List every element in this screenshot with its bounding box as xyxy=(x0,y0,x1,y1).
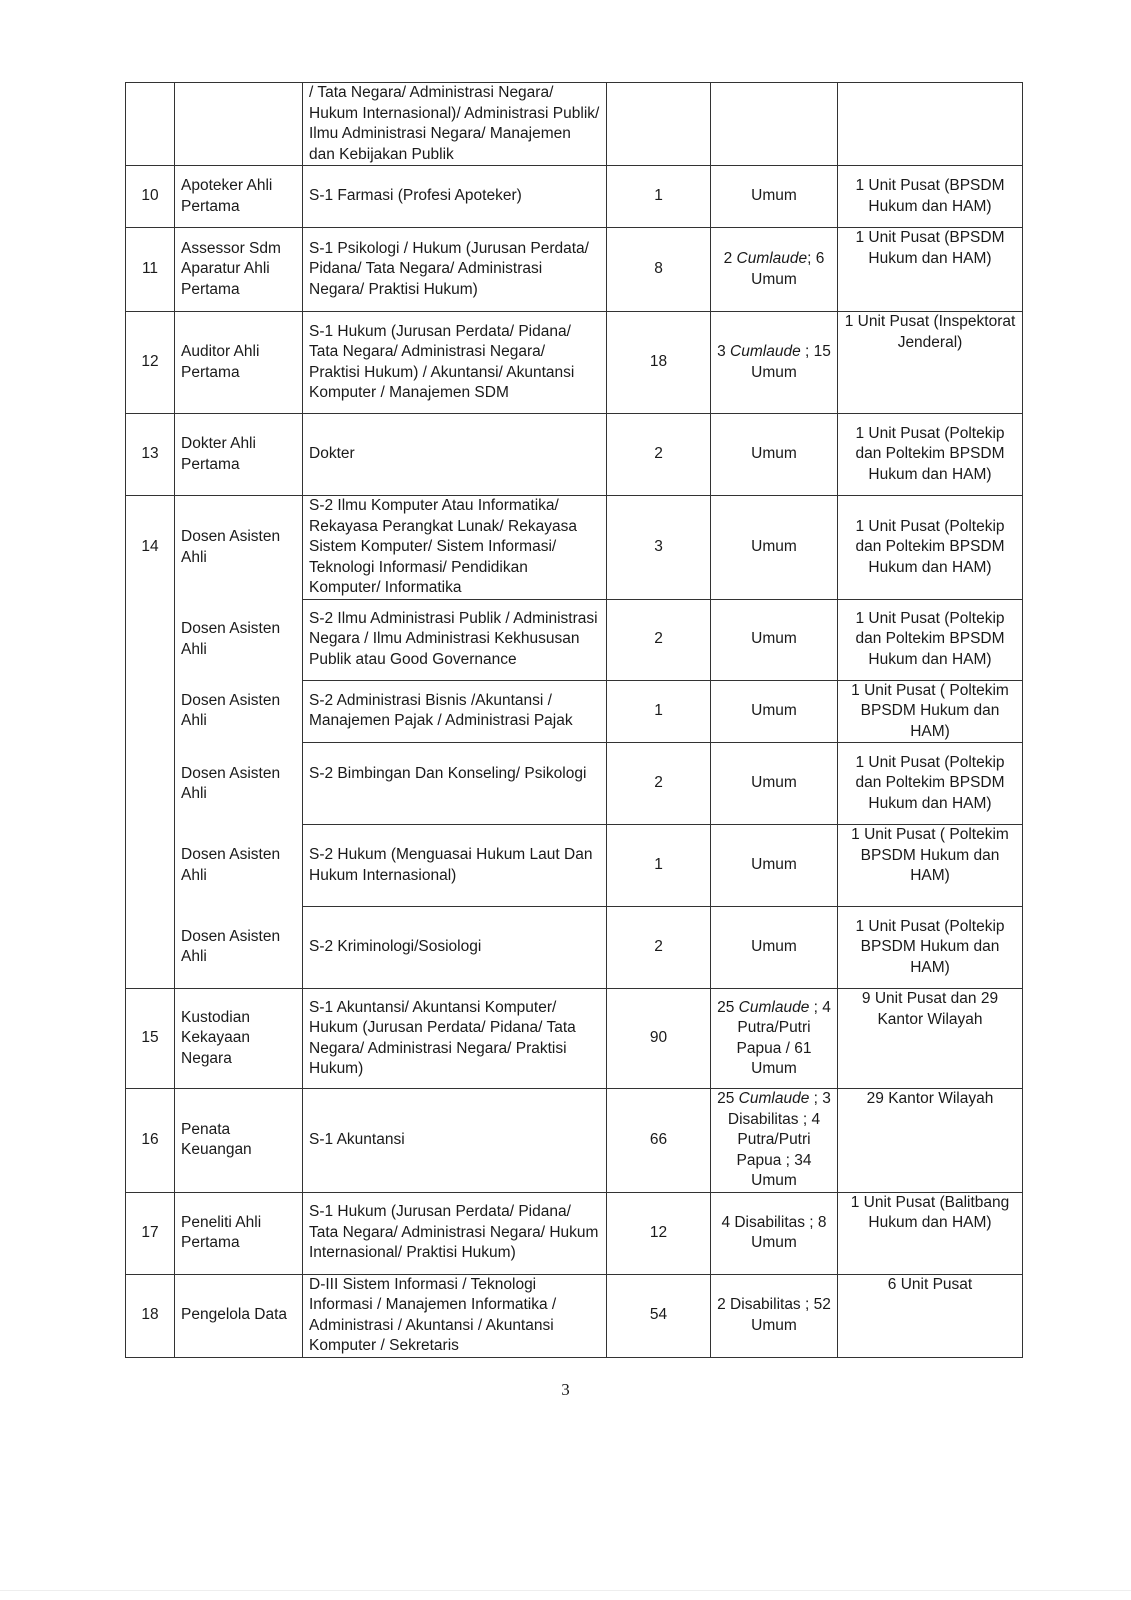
table-row xyxy=(126,680,1023,743)
placement: 1 Unit Pusat (Poltekip dan Poltekim BPSDM Hukum dan HAM) xyxy=(838,414,1023,496)
quota: 66 xyxy=(607,1089,711,1193)
position-name: Auditor Ahli Pertama xyxy=(175,312,303,414)
table-row xyxy=(126,1274,1023,1357)
placement: 1 Unit Pusat ( Poltekim BPSDM Hukum dan HAM) xyxy=(838,825,1023,907)
qualification: S-1 Farmasi (Profesi Apoteker) xyxy=(303,166,607,228)
qualification: Dokter xyxy=(303,414,607,496)
row-number xyxy=(126,825,175,907)
position-name: Dosen Asisten Ahli xyxy=(175,743,303,825)
position-name: Dosen Asisten Ahli xyxy=(175,680,303,743)
row-number: 16 xyxy=(126,1089,175,1193)
row-number: 17 xyxy=(126,1192,175,1274)
qualification: S-2 Bimbingan Dan Konseling/ Psikologi xyxy=(303,743,607,825)
placement xyxy=(838,83,1023,166)
qualification: S-2 Administrasi Bisnis /Akuntansi / Manajemen Pajak / Administrasi Pajak xyxy=(303,680,607,743)
row-number xyxy=(126,680,175,743)
position-name: Dokter Ahli Pertama xyxy=(175,414,303,496)
qualification: S-2 Ilmu Administrasi Publik / Administrasi Negara / Ilmu Administrasi Kekhususan Publik atau Good Governance xyxy=(303,599,607,680)
scan-edge xyxy=(0,1590,1131,1591)
qualification: S-1 Hukum (Jurusan Perdata/ Pidana/ Tata Negara/ Administrasi Negara/ Hukum Internasional/ Praktisi Hukum) xyxy=(303,1192,607,1274)
quota: 90 xyxy=(607,989,711,1089)
position-name: Assessor Sdm Aparatur Ahli Pertama xyxy=(175,228,303,312)
position-name: Peneliti Ahli Pertama xyxy=(175,1192,303,1274)
row-number: 18 xyxy=(126,1274,175,1357)
allocation: 4 Disabilitas ; 8 Umum xyxy=(711,1192,838,1274)
qualification: S-2 Kriminologi/Sosiologi xyxy=(303,907,607,989)
row-number xyxy=(126,83,175,166)
position-name: Penata Keuangan xyxy=(175,1089,303,1193)
placement: 6 Unit Pusat xyxy=(838,1274,1023,1357)
quota: 1 xyxy=(607,825,711,907)
table-row xyxy=(126,907,1023,989)
row-number: 12 xyxy=(126,312,175,414)
qualification: S-1 Hukum (Jurusan Perdata/ Pidana/ Tata Negara/ Administrasi Negara/ Praktisi Hukum) / Akuntansi/ Akuntansi Komputer / Manajemen SDM xyxy=(303,312,607,414)
position-name: Dosen Asisten Ahli xyxy=(175,496,303,600)
table-row xyxy=(126,414,1023,496)
allocation: Umum xyxy=(711,414,838,496)
position-name: Dosen Asisten Ahli xyxy=(175,907,303,989)
qualification: S-2 Ilmu Komputer Atau Informatika/ Rekayasa Perangkat Lunak/ Rekayasa Sistem Komputer/ Sistem Informasi/ Teknologi Informasi/ Pendidikan Komputer/ Informatika xyxy=(303,496,607,600)
quota: 2 xyxy=(607,599,711,680)
placement: 1 Unit Pusat (Balitbang Hukum dan HAM) xyxy=(838,1192,1023,1274)
table-row xyxy=(126,1192,1023,1274)
table-row xyxy=(126,228,1023,312)
qualification: S-1 Akuntansi/ Akuntansi Komputer/ Hukum (Jurusan Perdata/ Pidana/ Tata Negara/ Administrasi Negara/ Praktisi Hukum) xyxy=(303,989,607,1089)
allocation: Umum xyxy=(711,496,838,600)
placement: 1 Unit Pusat (Poltekip dan Poltekim BPSDM Hukum dan HAM) xyxy=(838,599,1023,680)
placement: 1 Unit Pusat (BPSDM Hukum dan HAM) xyxy=(838,228,1023,312)
allocation: 2 Disabilitas ; 52 Umum xyxy=(711,1274,838,1357)
qualification: S-2 Hukum (Menguasai Hukum Laut Dan Hukum Internasional) xyxy=(303,825,607,907)
quota xyxy=(607,83,711,166)
position-name: Dosen Asisten Ahli xyxy=(175,825,303,907)
allocation: Umum xyxy=(711,680,838,743)
qualification: / Tata Negara/ Administrasi Negara/ Hukum Internasional)/ Administrasi Publik/ Ilmu Administrasi Negara/ Manajemen dan Kebijakan Publik xyxy=(303,83,607,166)
allocation: Umum xyxy=(711,166,838,228)
formation-table xyxy=(125,82,1023,1358)
position-name: Pengelola Data xyxy=(175,1274,303,1357)
table-row xyxy=(126,743,1023,825)
page-number: 3 xyxy=(561,1380,570,1399)
placement: 1 Unit Pusat (Inspektorat Jenderal) xyxy=(838,312,1023,414)
position-name: Kustodian Kekayaan Negara xyxy=(175,989,303,1089)
qualification: S-1 Psikologi / Hukum (Jurusan Perdata/ Pidana/ Tata Negara/ Administrasi Negara/ Praktisi Hukum) xyxy=(303,228,607,312)
table-row xyxy=(126,1089,1023,1193)
quota: 1 xyxy=(607,680,711,743)
qualification: D-III Sistem Informasi / Teknologi Informasi / Manajemen Informatika / Administrasi / Akuntansi / Akuntansi Komputer / Sekretaris xyxy=(303,1274,607,1357)
row-number xyxy=(126,907,175,989)
row-number: 10 xyxy=(126,166,175,228)
table-row xyxy=(126,599,1023,680)
placement: 1 Unit Pusat (BPSDM Hukum dan HAM) xyxy=(838,166,1023,228)
quota: 18 xyxy=(607,312,711,414)
allocation xyxy=(711,83,838,166)
quota: 1 xyxy=(607,166,711,228)
quota: 2 xyxy=(607,743,711,825)
row-number: 13 xyxy=(126,414,175,496)
quota: 2 xyxy=(607,907,711,989)
position-name: Apoteker Ahli Pertama xyxy=(175,166,303,228)
quota: 12 xyxy=(607,1192,711,1274)
row-number xyxy=(126,743,175,825)
table-row xyxy=(126,989,1023,1089)
table-row xyxy=(126,83,1023,166)
position-name xyxy=(175,83,303,166)
quota: 2 xyxy=(607,414,711,496)
placement: 1 Unit Pusat (Poltekip dan Poltekim BPSDM Hukum dan HAM) xyxy=(838,496,1023,600)
row-number: 11 xyxy=(126,228,175,312)
table-row xyxy=(126,166,1023,228)
allocation: 2 Cumlaude; 6 Umum xyxy=(711,228,838,312)
allocation: Umum xyxy=(711,825,838,907)
placement: 1 Unit Pusat (Poltekip BPSDM Hukum dan HAM) xyxy=(838,907,1023,989)
allocation: 25 Cumlaude ; 3 Disabilitas ; 4 Putra/Putri Papua ; 34 Umum xyxy=(711,1089,838,1193)
table-row xyxy=(126,496,1023,600)
allocation: Umum xyxy=(711,907,838,989)
position-name: Dosen Asisten Ahli xyxy=(175,599,303,680)
allocation: 25 Cumlaude ; 4 Putra/Putri Papua / 61 Umum xyxy=(711,989,838,1089)
table-row xyxy=(126,312,1023,414)
placement: 1 Unit Pusat ( Poltekim BPSDM Hukum dan HAM) xyxy=(838,680,1023,743)
row-number: 14 xyxy=(126,496,175,600)
allocation: Umum xyxy=(711,743,838,825)
qualification: S-1 Akuntansi xyxy=(303,1089,607,1193)
quota: 54 xyxy=(607,1274,711,1357)
quota: 8 xyxy=(607,228,711,312)
row-number xyxy=(126,599,175,680)
placement: 1 Unit Pusat (Poltekip dan Poltekim BPSDM Hukum dan HAM) xyxy=(838,743,1023,825)
quota: 3 xyxy=(607,496,711,600)
row-number: 15 xyxy=(126,989,175,1089)
placement: 29 Kantor Wilayah xyxy=(838,1089,1023,1193)
table-row xyxy=(126,825,1023,907)
allocation: 3 Cumlaude ; 15 Umum xyxy=(711,312,838,414)
placement: 9 Unit Pusat dan 29 Kantor Wilayah xyxy=(838,989,1023,1089)
allocation: Umum xyxy=(711,599,838,680)
